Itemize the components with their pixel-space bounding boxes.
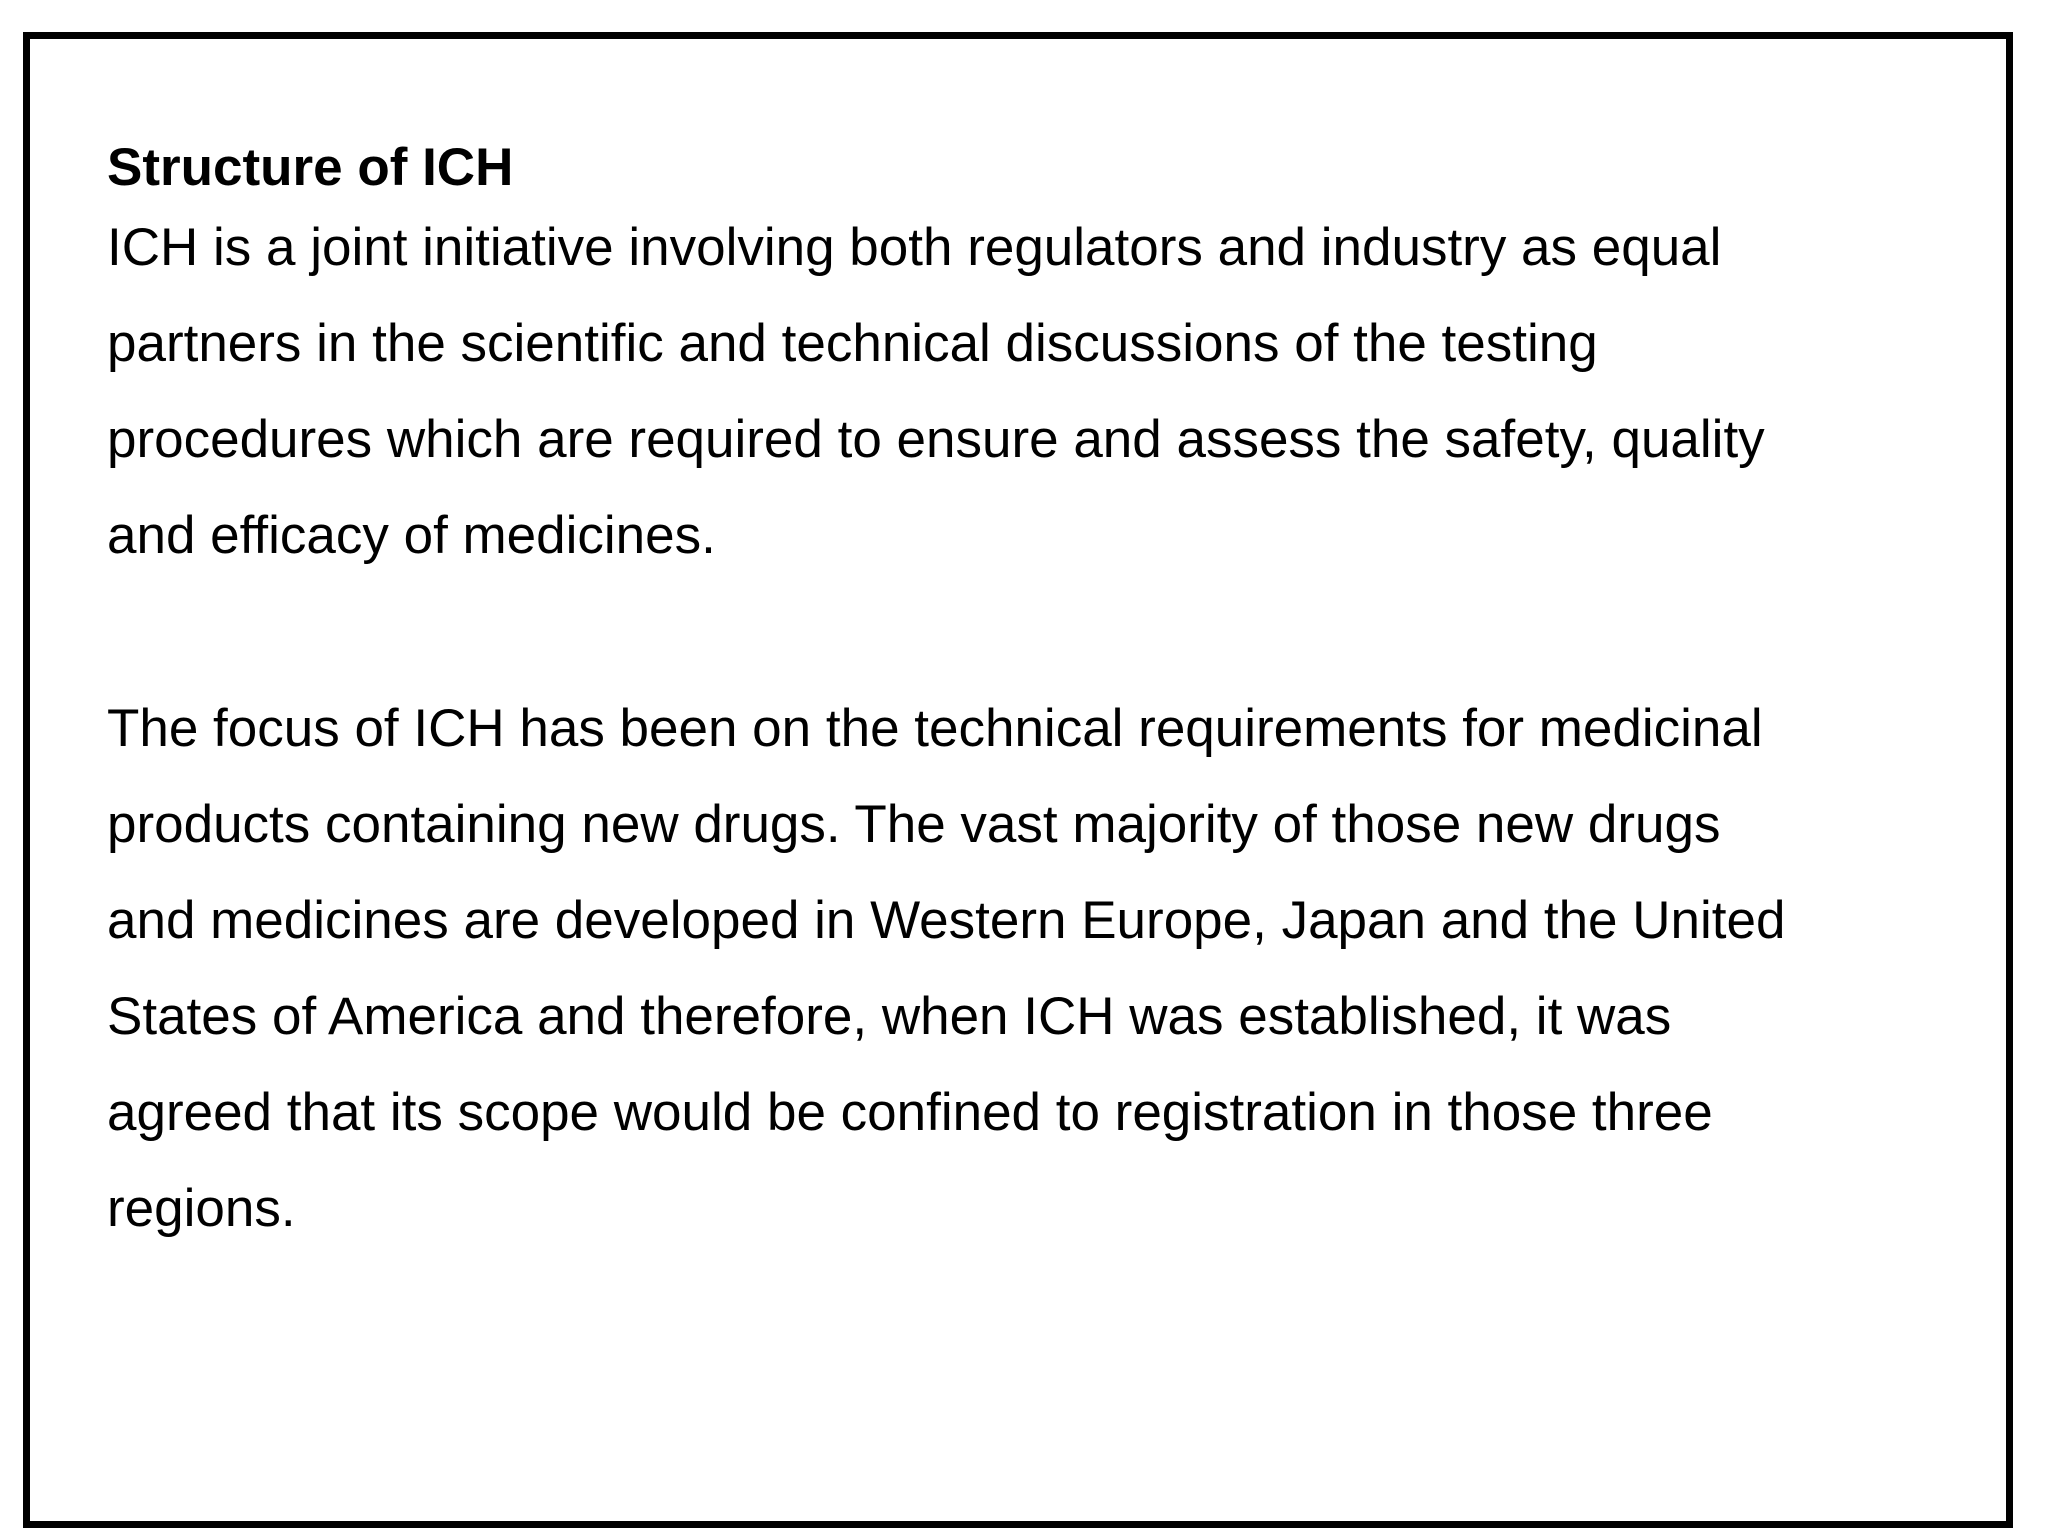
text-line: and medicines are developed in Western Europe, Japan and the United <box>107 891 1786 950</box>
text-line: agreed that its scope would be confined to registration in those three <box>107 1083 1713 1142</box>
paragraph-focus <box>107 681 1967 1257</box>
text-line: products containing new drugs. The vast majority of those new drugs <box>107 795 1721 854</box>
text-line: partners in the scientific and technical discussions of the testing <box>107 314 1598 373</box>
text-line: States of America and therefore, when ICH was established, it was <box>107 987 1672 1046</box>
paragraph-intro <box>107 200 1967 584</box>
document-body <box>107 128 1967 1257</box>
text-line: and efficacy of medicines. <box>107 506 716 565</box>
paragraph-spacer <box>107 584 1967 681</box>
text-line: The focus of ICH has been on the technical requirements for medicinal <box>107 699 1763 758</box>
text-line: procedures which are required to ensure and assess the safety, quality <box>107 410 1765 469</box>
text-line: ICH is a joint initiative involving both regulators and industry as equal <box>107 218 1722 277</box>
page-title: Structure of ICH <box>107 138 514 197</box>
text-line: regions. <box>107 1179 296 1238</box>
